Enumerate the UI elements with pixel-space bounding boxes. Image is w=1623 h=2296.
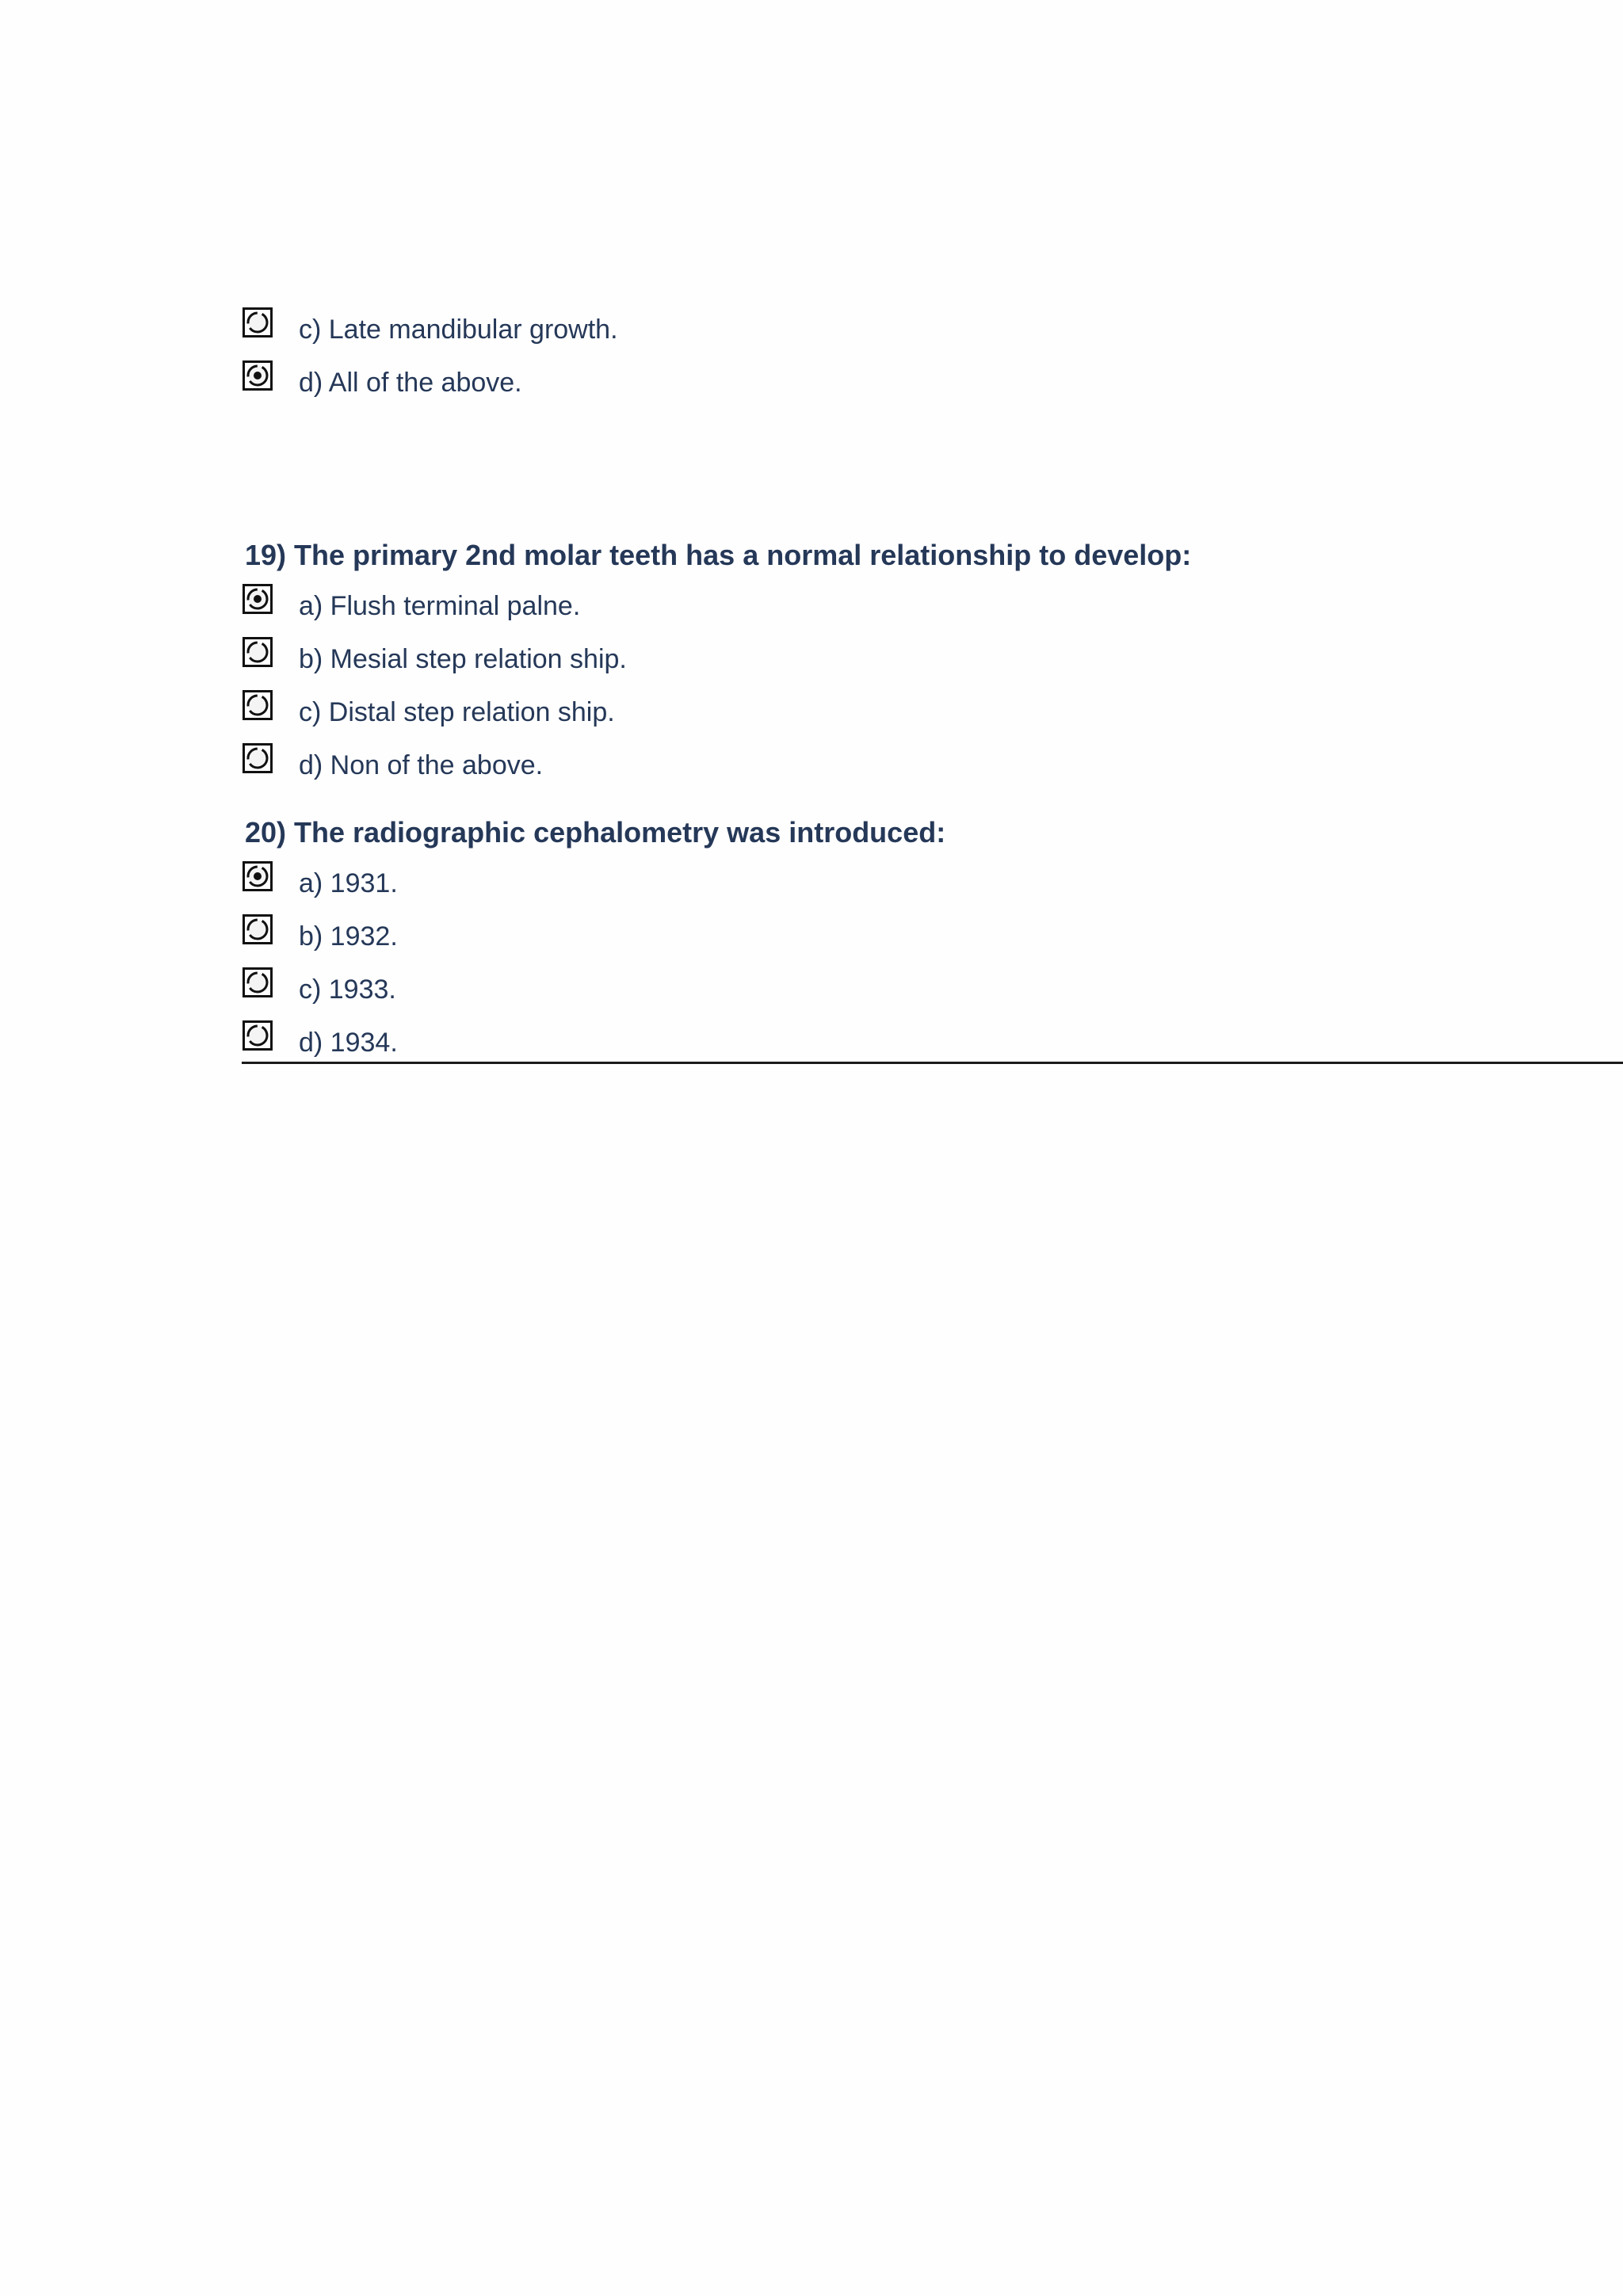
radio-glyph: [242, 1020, 273, 1051]
prev-option-d[interactable]: [242, 360, 1352, 405]
radio-glyph: [242, 967, 273, 997]
radio-button-icon[interactable]: [242, 967, 273, 997]
radio-selected-dot: [254, 872, 262, 880]
q19-option-d[interactable]: [242, 743, 1352, 788]
radio-ring: [248, 920, 267, 939]
radio-glyph: [242, 360, 273, 391]
q20-option-a[interactable]: [242, 861, 1352, 906]
option-label: a) Flush terminal palne.: [299, 591, 581, 621]
option-label: b) Mesial step relation ship.: [299, 644, 627, 674]
option-label: d) All of the above.: [299, 368, 522, 398]
option-label: d) Non of the above.: [299, 750, 544, 780]
radio-button-icon[interactable]: [242, 307, 273, 338]
q20-option-b[interactable]: [242, 914, 1352, 959]
radio-button-icon[interactable]: [242, 743, 273, 773]
radio-button-icon[interactable]: [242, 914, 273, 944]
option-label: c) Late mandibular growth.: [299, 315, 618, 345]
radio-glyph: [242, 743, 273, 773]
radio-button-icon[interactable]: [242, 360, 273, 391]
radio-glyph: [242, 637, 273, 667]
radio-ring: [248, 1026, 267, 1045]
q19-option-c[interactable]: [242, 690, 1352, 734]
option-label: b) 1932.: [299, 921, 398, 952]
radio-ring: [248, 696, 267, 715]
q20-option-c[interactable]: [242, 967, 1352, 1012]
option-label: a) 1931.: [299, 868, 398, 898]
radio-ring: [248, 973, 267, 992]
radio-glyph: [242, 914, 273, 944]
radio-ring: [248, 749, 267, 768]
radio-ring: [248, 313, 267, 332]
question-19-title: 19) The primary 2nd molar teeth has a normal relationship to develop:: [245, 539, 1192, 571]
q19-option-b[interactable]: [242, 637, 1352, 681]
radio-selected-dot: [254, 595, 262, 603]
horizontal-divider: [242, 1062, 1623, 1064]
radio-glyph: [242, 690, 273, 720]
question-20-title: 20) The radiographic cephalometry was introduced:: [245, 816, 946, 849]
q20-option-d[interactable]: [242, 1020, 1352, 1065]
radio-button-icon[interactable]: [242, 637, 273, 667]
radio-button-icon[interactable]: [242, 584, 273, 614]
radio-button-icon[interactable]: [242, 861, 273, 891]
prev-option-c[interactable]: [242, 307, 1352, 352]
radio-ring: [248, 643, 267, 662]
radio-glyph: [242, 861, 273, 891]
radio-glyph: [242, 584, 273, 614]
radio-selected-dot: [254, 372, 262, 379]
radio-glyph: [242, 307, 273, 338]
radio-button-icon[interactable]: [242, 690, 273, 720]
radio-button-icon[interactable]: [242, 1020, 273, 1051]
option-label: d) 1934.: [299, 1028, 398, 1058]
option-label: c) 1933.: [299, 974, 396, 1005]
option-label: c) Distal step relation ship.: [299, 697, 615, 727]
q19-option-a[interactable]: [242, 584, 1352, 628]
